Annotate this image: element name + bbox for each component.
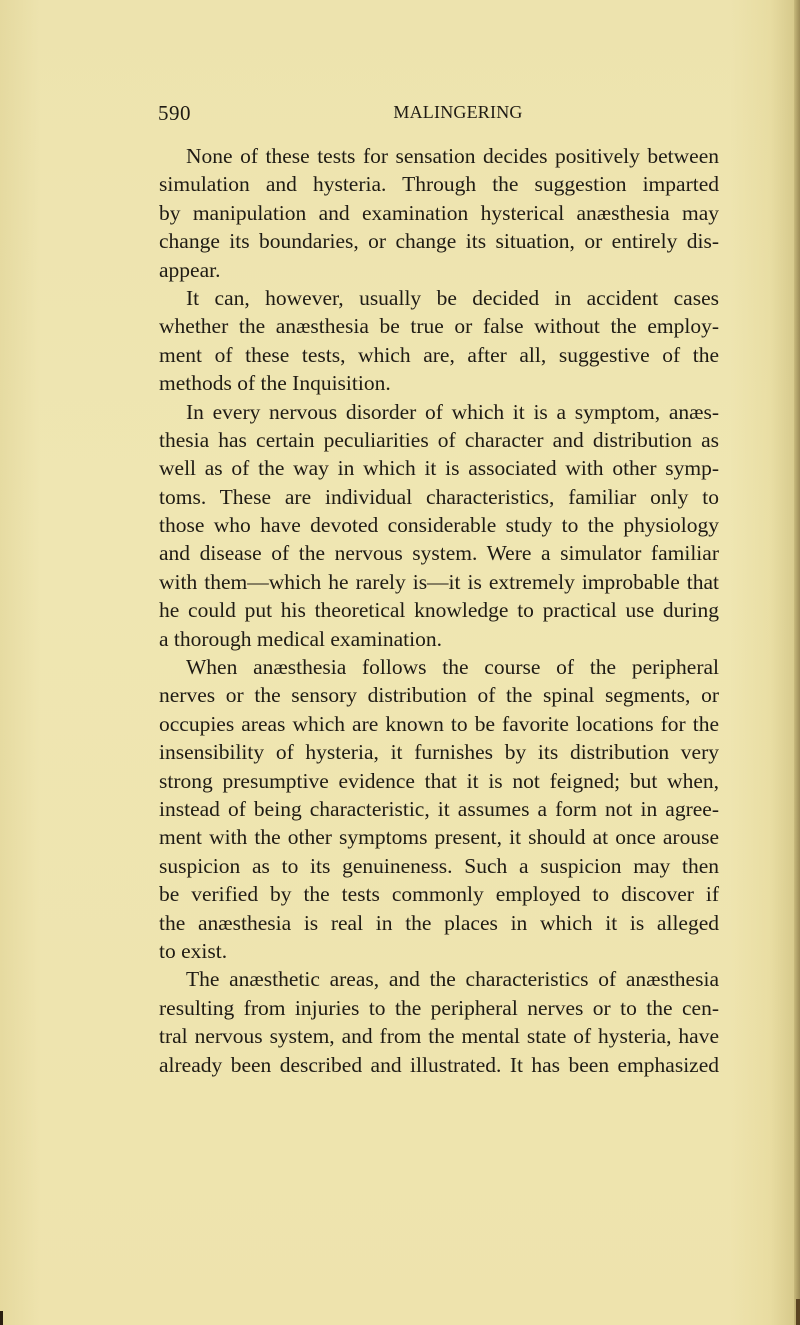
paragraph-5 (159, 965, 719, 1079)
text-line: insensibility of hysteria, it furnishes by its distribution very (159, 740, 719, 765)
text-line: None of these tests for sensation decides positively between (186, 144, 719, 168)
text-line: the anæsthesia is real in the places in which it is alleged (159, 910, 719, 935)
text-line: ment of these tests, which are, after all, suggestive of the (159, 342, 719, 367)
page-corner-mark-right (796, 1299, 800, 1325)
text-line: well as of the way in which it is associated with other symp- (159, 456, 719, 481)
text-line: tral nervous system, and from the mental state of hysteria, have (159, 1024, 719, 1049)
text-line: strong presumptive evidence that it is not feigned; but when, (159, 768, 719, 793)
running-title: MALINGERING (393, 102, 523, 122)
text-line: appear. (159, 257, 221, 282)
page-edge-shadow (794, 0, 800, 1325)
page-corner-mark-left (0, 1311, 3, 1325)
text-line: whether the anæsthesia be true or false without the employ- (159, 314, 719, 339)
text-line: occupies areas which are known to be favorite locations for the (159, 711, 719, 736)
text-line: already been described and illustrated. It has been emphasized (159, 1052, 719, 1077)
text-line: a thorough medical examination. (159, 626, 442, 651)
paragraph-4 (159, 653, 719, 965)
text-line: nerves or the sensory distribution of the spinal segments, or (159, 683, 719, 708)
body-text (159, 142, 719, 1079)
text-line: those who have devoted considerable study to the physiology (159, 513, 719, 538)
text-line: suspicion as to its genuineness. Such a suspicion may then (159, 853, 719, 878)
paragraph-1 (159, 142, 719, 284)
paragraph-3 (159, 398, 719, 654)
text-line: The anæsthetic areas, and the characteristics of anæsthesia (186, 967, 719, 992)
text-line: instead of being characteristic, it assumes a form not in agree- (159, 796, 719, 821)
text-line: with them—which he rarely is—it is extremely improbable that (159, 569, 719, 594)
page-number: 590 (158, 101, 191, 125)
text-line: It can, however, usually be decided in accident cases (186, 285, 719, 310)
text-line: by manipulation and examination hysterical anæsthesia may (159, 200, 719, 225)
text-line: thesia has certain peculiarities of character and distribution as (159, 427, 719, 452)
text-line: toms. These are individual characteristics, familiar only to (159, 484, 719, 509)
text-line: ment with the other symptoms present, it should at once arouse (159, 825, 719, 850)
text-line: In every nervous disorder of which it is a symptom, anæs- (186, 399, 719, 424)
text-line: simulation and hysteria. Through the suggestion imparted (159, 172, 719, 197)
text-line: When anæsthesia follows the course of the peripheral (186, 655, 719, 680)
text-line: change its boundaries, or change its situation, or entirely dis- (159, 229, 719, 254)
paragraph-2 (159, 284, 719, 398)
text-line: methods of the Inquisition. (159, 371, 391, 396)
text-line: he could put his theoretical knowledge to practical use during (159, 598, 719, 623)
text-line: and disease of the nervous system. Were a simulator familiar (159, 541, 719, 566)
running-head (158, 101, 718, 131)
text-line: be verified by the tests commonly employed to discover if (159, 882, 719, 907)
text-line: to exist. (159, 938, 228, 963)
text-line: resulting from injuries to the peripheral nerves or to the cen- (159, 995, 719, 1020)
